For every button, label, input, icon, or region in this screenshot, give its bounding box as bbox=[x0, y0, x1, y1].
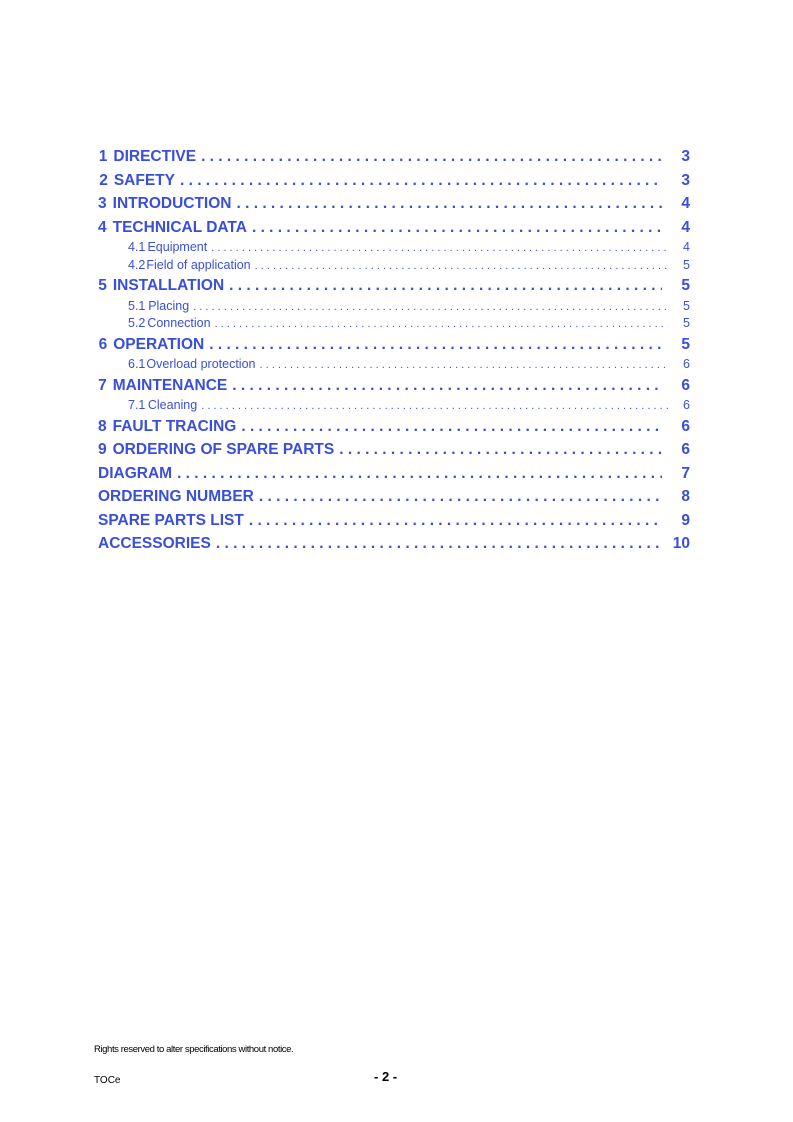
toc-page: 5 bbox=[683, 316, 690, 330]
table-of-contents bbox=[98, 145, 690, 556]
toc-label: Equipment bbox=[147, 240, 208, 254]
toc-leader bbox=[177, 462, 662, 486]
toc-leader bbox=[252, 216, 662, 240]
toc-label: INSTALLATION bbox=[112, 277, 225, 294]
toc-label: DIAGRAM bbox=[98, 464, 173, 482]
toc-leader bbox=[201, 398, 668, 415]
toc-label: Field of application bbox=[146, 257, 251, 272]
toc-leader bbox=[259, 485, 662, 509]
toc-leader bbox=[339, 438, 662, 462]
toc-leader bbox=[229, 274, 662, 298]
toc-number: 9 bbox=[98, 441, 107, 458]
toc-number: 4.2 bbox=[128, 257, 146, 272]
toc-page: 10 bbox=[672, 535, 690, 552]
toc-subentry[interactable] bbox=[98, 356, 690, 374]
footer-page-number: - 2 - bbox=[374, 1069, 398, 1084]
toc-page: 6 bbox=[681, 441, 690, 458]
toc-leader bbox=[249, 509, 662, 533]
toc-number: 4 bbox=[98, 218, 107, 236]
toc-page: 9 bbox=[681, 511, 690, 529]
toc-number: 6.1 bbox=[128, 357, 146, 371]
toc-leader bbox=[215, 316, 668, 333]
toc-number: 6 bbox=[98, 335, 108, 353]
toc-label: MAINTENANCE bbox=[112, 376, 228, 394]
toc-entry[interactable] bbox=[98, 532, 690, 556]
toc-entry[interactable] bbox=[98, 192, 690, 216]
toc-page: 4 bbox=[681, 195, 690, 212]
toc-leader bbox=[180, 169, 662, 193]
toc-label: OPERATION bbox=[113, 335, 205, 353]
toc-page: 6 bbox=[681, 417, 690, 435]
toc-label: ORDERING NUMBER bbox=[98, 488, 254, 505]
toc-label: Connection bbox=[147, 316, 211, 330]
toc-page: 6 bbox=[683, 398, 690, 412]
toc-subentry[interactable] bbox=[98, 397, 690, 415]
toc-number: 5 bbox=[98, 277, 107, 294]
toc-label: Cleaning bbox=[147, 398, 198, 412]
toc-label: SAFETY bbox=[113, 171, 175, 189]
toc-label: SPARE PARTS LIST bbox=[98, 511, 244, 529]
toc-entry[interactable] bbox=[98, 509, 690, 533]
toc-number: 1 bbox=[98, 148, 108, 165]
toc-leader bbox=[236, 192, 662, 216]
toc-label: DIRECTIVE bbox=[113, 148, 197, 165]
toc-entry[interactable] bbox=[98, 169, 690, 193]
toc-entry[interactable] bbox=[98, 274, 690, 298]
toc-page: 5 bbox=[683, 298, 690, 313]
footer-rights-note: Rights reserved to alter specifications without notice. bbox=[94, 1044, 294, 1055]
toc-number: 8 bbox=[98, 417, 107, 435]
toc-entry[interactable] bbox=[98, 485, 690, 509]
toc-leader bbox=[232, 374, 662, 398]
toc-entry[interactable] bbox=[98, 415, 690, 439]
toc-entry[interactable] bbox=[98, 333, 690, 357]
toc-label: ORDERING OF SPARE PARTS bbox=[112, 441, 335, 458]
toc-leader bbox=[255, 258, 668, 275]
toc-page: 3 bbox=[681, 171, 690, 189]
toc-number: 4.1 bbox=[128, 240, 146, 254]
toc-subentry[interactable] bbox=[98, 298, 690, 316]
toc-leader bbox=[216, 532, 662, 556]
toc-page: 6 bbox=[681, 376, 690, 394]
toc-number: 7.1 bbox=[128, 398, 146, 412]
toc-page: 3 bbox=[681, 148, 690, 165]
toc-leader bbox=[259, 357, 668, 374]
toc-leader bbox=[211, 240, 668, 257]
toc-page: 6 bbox=[683, 357, 690, 371]
toc-label: FAULT TRACING bbox=[112, 417, 237, 435]
toc-number: 2 bbox=[99, 171, 108, 189]
toc-entry[interactable] bbox=[98, 374, 690, 398]
toc-leader bbox=[241, 415, 662, 439]
toc-label: Overload protection bbox=[146, 357, 256, 371]
toc-entry[interactable] bbox=[98, 145, 690, 169]
toc-page: 4 bbox=[681, 218, 690, 236]
toc-subentry[interactable] bbox=[98, 315, 690, 333]
toc-number: 5.1 bbox=[128, 298, 146, 313]
toc-label: Placing bbox=[148, 298, 190, 313]
toc-leader bbox=[193, 299, 668, 316]
toc-label: TECHNICAL DATA bbox=[112, 218, 247, 236]
toc-leader bbox=[209, 333, 662, 357]
toc-label: ACCESSORIES bbox=[98, 535, 211, 552]
toc-page: 5 bbox=[681, 335, 690, 353]
toc-entry[interactable] bbox=[98, 438, 690, 462]
toc-page: 8 bbox=[681, 488, 690, 505]
toc-page: 5 bbox=[683, 257, 690, 272]
toc-page: 4 bbox=[683, 240, 690, 254]
toc-entry[interactable] bbox=[98, 462, 690, 486]
toc-page: 5 bbox=[681, 277, 690, 294]
toc-number: 7 bbox=[98, 376, 107, 394]
toc-page: 7 bbox=[681, 464, 690, 482]
toc-subentry[interactable] bbox=[98, 239, 690, 257]
toc-leader bbox=[201, 145, 662, 169]
toc-number: 5.2 bbox=[128, 316, 146, 330]
toc-number: 3 bbox=[98, 195, 107, 212]
toc-subentry[interactable] bbox=[98, 257, 690, 275]
toc-label: INTRODUCTION bbox=[112, 195, 232, 212]
toc-entry[interactable] bbox=[98, 216, 690, 240]
footer-document-code: TOCe bbox=[94, 1075, 121, 1086]
